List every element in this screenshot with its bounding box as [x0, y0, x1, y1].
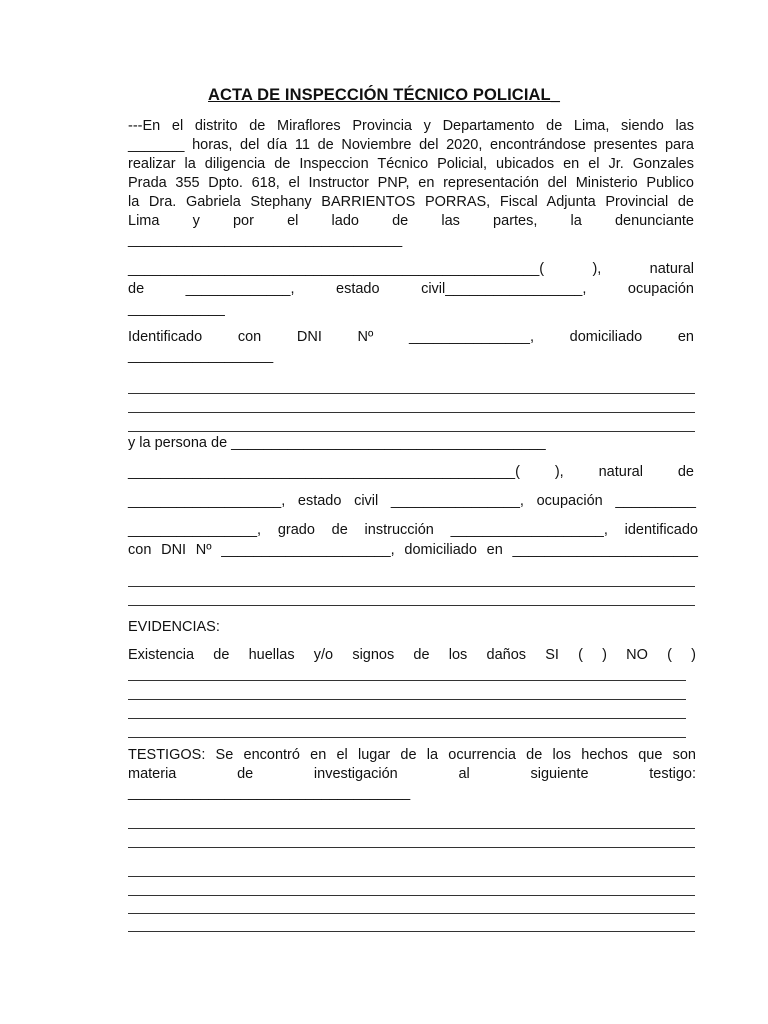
blank-rule [128, 718, 686, 719]
party1-dni-line: Identificado con DNI Nº _______________, domiciliado en [128, 329, 694, 345]
party2-intro-line: y la persona de _______________________________________ [128, 435, 546, 451]
party1-natural-line: de _____________, estado civil_________________, ocupación [128, 281, 694, 297]
denunciante-blank: __________________________________ [128, 232, 403, 248]
intro-line-3: realizar la diligencia de Inspeccion Técnico Policial, ubicados en el Jr. Gonzales [128, 156, 694, 172]
evidencias-heading: EVIDENCIAS: [128, 619, 220, 635]
blank-rule [128, 895, 695, 896]
blank-rule [128, 913, 695, 914]
blank-rule [128, 605, 695, 606]
blank-rule [128, 737, 686, 738]
document-title: ACTA DE INSPECCIÓN TÉCNICO POLICIAL_ [208, 86, 560, 104]
party1-dni-blank: __________________ [128, 348, 274, 364]
testigo-blank: ___________________________________ [128, 785, 411, 801]
blank-rule [128, 680, 686, 681]
blank-rule [128, 847, 695, 848]
intro-line-2: _______ horas, del día 11 de Noviembre del 2020, encontrándose presentes para [128, 137, 694, 153]
blank-rule [128, 876, 695, 877]
party2-dni-line: con DNI Nº _____________________, domiciliado en _______________________ [128, 542, 698, 558]
party1-ocupacion-blank: ____________ [128, 301, 225, 317]
party2-name-line: ________________________________________________( ), natural de [128, 464, 694, 480]
testigos-line-1: TESTIGOS: Se encontró en el lugar de la ocurrencia de los hechos que son [128, 747, 696, 763]
blank-rule [128, 412, 695, 413]
intro-line-1: ---En el distrito de Miraflores Provincia y Departamento de Lima, siendo las [128, 118, 694, 134]
party2-estado-line: ___________________, estado civil ________________, ocupación __________ [128, 493, 696, 509]
blank-rule [128, 828, 695, 829]
party1-name-line: ___________________________________________________( ), natural [128, 261, 694, 277]
party2-grado-line: ________________, grado de instrucción ___________________, identificado [128, 522, 698, 538]
blank-rule [128, 393, 695, 394]
blank-rule [128, 699, 686, 700]
intro-line-4: Prada 355 Dpto. 618, el Instructor PNP, en representación del Ministerio Publico [128, 175, 694, 191]
blank-rule [128, 431, 695, 432]
intro-line-5: la Dra. Gabriela Stephany BARRIENTOS PORRAS, Fiscal Adjunta Provincial de [128, 194, 694, 210]
testigos-line-2: materia de investigación al siguiente testigo: [128, 766, 696, 782]
evidencias-line: Existencia de huellas y/o signos de los daños SI ( ) NO ( ) [128, 647, 696, 663]
intro-line-6: Lima y por el lado de las partes, la denunciante [128, 213, 694, 229]
blank-rule [128, 586, 695, 587]
blank-rule [128, 931, 695, 932]
